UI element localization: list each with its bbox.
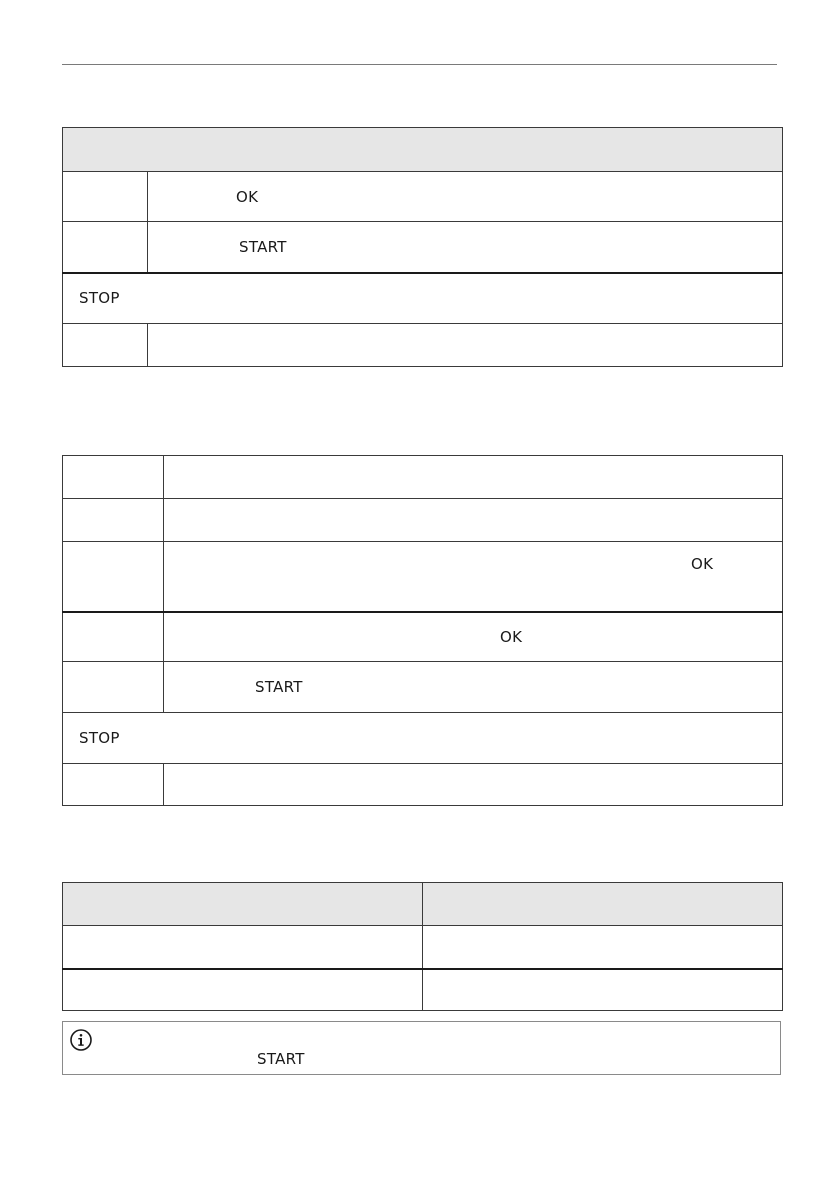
table-1-header-cell	[63, 128, 783, 172]
table-row	[63, 456, 783, 499]
step-number-cell	[63, 324, 148, 367]
step-text-cell	[148, 324, 783, 367]
start-button-label: START	[239, 237, 287, 256]
table-row	[63, 172, 783, 222]
start-button-label: START	[255, 678, 303, 696]
stop-row-cell	[63, 713, 783, 764]
step-number-cell	[63, 172, 148, 222]
ok-button-label: OK	[500, 627, 523, 646]
table-row	[63, 542, 783, 612]
step-text-cell	[164, 764, 783, 806]
table-cell-right	[423, 969, 783, 1011]
ok-button-label: OK	[691, 555, 714, 573]
step-number-cell	[63, 662, 164, 713]
table-1	[62, 127, 783, 367]
step-number-cell	[63, 612, 164, 662]
info-circle-icon	[69, 1028, 93, 1052]
step-number-cell	[63, 222, 148, 273]
table-row	[63, 324, 783, 367]
table-row	[63, 969, 783, 1011]
table-row	[63, 926, 783, 969]
table-cell-left	[63, 969, 423, 1011]
info-note	[62, 1021, 781, 1075]
step-text-cell	[164, 542, 783, 612]
table-cell-right	[423, 926, 783, 969]
table-row	[63, 273, 783, 324]
step-number-cell	[63, 764, 164, 806]
table-row	[63, 499, 783, 542]
step-number-cell	[63, 499, 164, 542]
stop-row-cell	[63, 273, 783, 324]
step-text-cell	[164, 612, 783, 662]
table-row	[63, 713, 783, 764]
stop-button-label: STOP	[79, 729, 120, 747]
step-text-cell	[164, 456, 783, 499]
step-text-cell	[148, 222, 783, 273]
step-text-cell	[164, 499, 783, 542]
table-row	[63, 222, 783, 273]
header-rule	[62, 64, 777, 65]
table-2	[62, 455, 783, 806]
table-3	[62, 882, 783, 1011]
stop-button-label: STOP	[79, 289, 120, 308]
table-row	[63, 662, 783, 713]
table-3-header-row	[63, 883, 783, 926]
step-number-cell	[63, 456, 164, 499]
table-cell-left	[63, 926, 423, 969]
step-text-cell	[164, 662, 783, 713]
ok-button-label: OK	[236, 187, 259, 206]
table-3-header-cell-left	[63, 883, 423, 926]
table-3-header-cell-right	[423, 883, 783, 926]
step-number-cell	[63, 542, 164, 612]
table-row	[63, 612, 783, 662]
start-button-label: START	[257, 1050, 305, 1068]
step-text-cell	[148, 172, 783, 222]
table-row	[63, 764, 783, 806]
table-1-header-row	[63, 128, 783, 172]
